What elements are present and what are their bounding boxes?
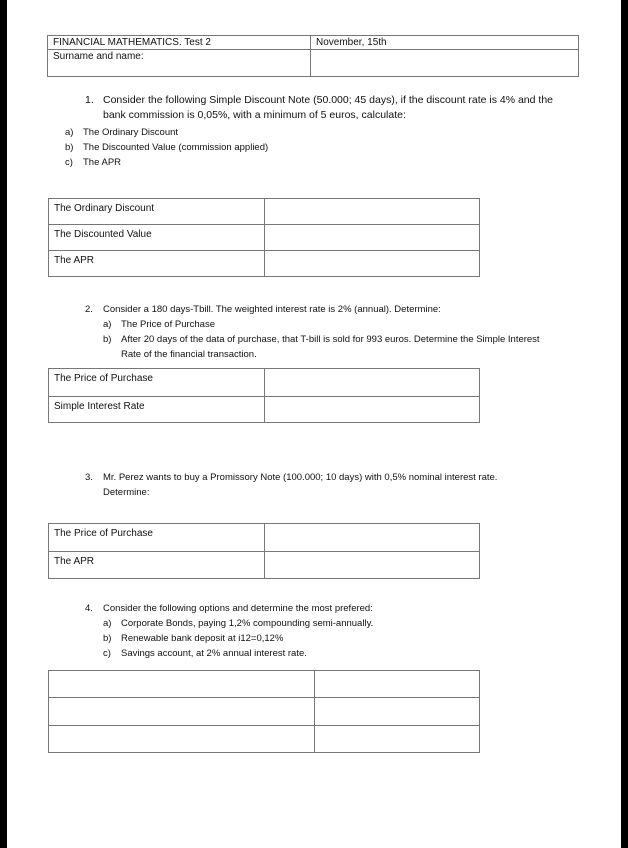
q4-answer-cell[interactable] <box>49 698 315 726</box>
q3-text-line2: Determine: <box>103 487 150 498</box>
q1-answer-table <box>48 198 480 277</box>
q3-answer-table <box>48 523 480 579</box>
q2-text: Consider a 180 days-Tbill. The weighted interest rate is 2% (annual). Determine: <box>103 304 441 315</box>
q1-item-c: c) The APR <box>65 157 122 168</box>
header-date: November, 15th <box>311 36 579 50</box>
q1-row-label: The APR <box>49 251 265 277</box>
q4-answer-table <box>48 670 480 753</box>
q2-item-b: b) After 20 days of the data of purchase, that T-bill is sold for 993 euros. Determine the Simple Interest <box>103 334 540 345</box>
q1-row-label: The Discounted Value <box>49 225 265 251</box>
q4-answer-cell[interactable] <box>315 671 480 698</box>
q2-answer-table <box>48 368 480 423</box>
q1-row-label: The Ordinary Discount <box>49 199 265 225</box>
name-label: Surname and name: <box>48 50 311 77</box>
q2-answer-cell[interactable] <box>265 369 480 397</box>
q2-item-b-cont: Rate of the financial transaction. <box>121 349 257 360</box>
question-4 <box>85 601 373 661</box>
q2-item-a: a) The Price of Purchase <box>103 319 215 330</box>
q2-number: 2. <box>85 304 93 315</box>
question-2 <box>85 302 540 362</box>
question-1 <box>85 93 605 123</box>
q4-item-b: b) Renewable bank deposit at i12=0,12% <box>103 633 284 644</box>
question-3 <box>85 470 497 500</box>
q1-item-a: a) The Ordinary Discount <box>65 127 179 138</box>
q4-answer-cell[interactable] <box>49 726 315 753</box>
q4-text: Consider the following options and determine the most prefered: <box>103 603 373 614</box>
q3-row-label: The APR <box>49 552 265 579</box>
q1-answer-cell[interactable] <box>265 225 480 251</box>
q1-item-b: b) The Discounted Value (commission applied) <box>65 142 269 153</box>
q1-answer-cell[interactable] <box>265 251 480 277</box>
header-title: FINANCIAL MATHEMATICS. Test 2 <box>48 36 311 50</box>
q4-answer-cell[interactable] <box>315 698 480 726</box>
q3-answer-cell[interactable] <box>265 524 480 552</box>
q1-number: 1. <box>85 94 94 106</box>
q4-answer-cell[interactable] <box>315 726 480 753</box>
exam-page <box>7 0 621 848</box>
q1-text-line2: bank commission is 0,05%, with a minimum of 5 euros, calculate: <box>103 109 406 121</box>
q3-text-line1: Mr. Perez wants to buy a Promissory Note (100.000; 10 days) with 0,5% nominal interest rate. <box>103 472 498 483</box>
q3-row-label: The Price of Purchase <box>49 524 265 552</box>
name-answer-cell[interactable] <box>311 50 579 77</box>
q4-number: 4. <box>85 603 93 614</box>
q1-items <box>65 125 268 170</box>
q4-answer-cell[interactable] <box>49 671 315 698</box>
q1-text-line1: Consider the following Simple Discount Note (50.000; 45 days), if the discount rate is 4% and the <box>103 94 553 106</box>
q1-answer-cell[interactable] <box>265 199 480 225</box>
q2-row-label: Simple Interest Rate <box>49 397 265 423</box>
q2-answer-cell[interactable] <box>265 397 480 423</box>
header-table <box>47 35 579 77</box>
q2-row-label: The Price of Purchase <box>49 369 265 397</box>
q3-number: 3. <box>85 472 93 483</box>
q4-item-a: a) Corporate Bonds, paying 1,2% compounding semi-annually. <box>103 618 374 629</box>
q4-item-c: c) Savings account, at 2% annual interest rate. <box>103 648 307 659</box>
q3-answer-cell[interactable] <box>265 552 480 579</box>
